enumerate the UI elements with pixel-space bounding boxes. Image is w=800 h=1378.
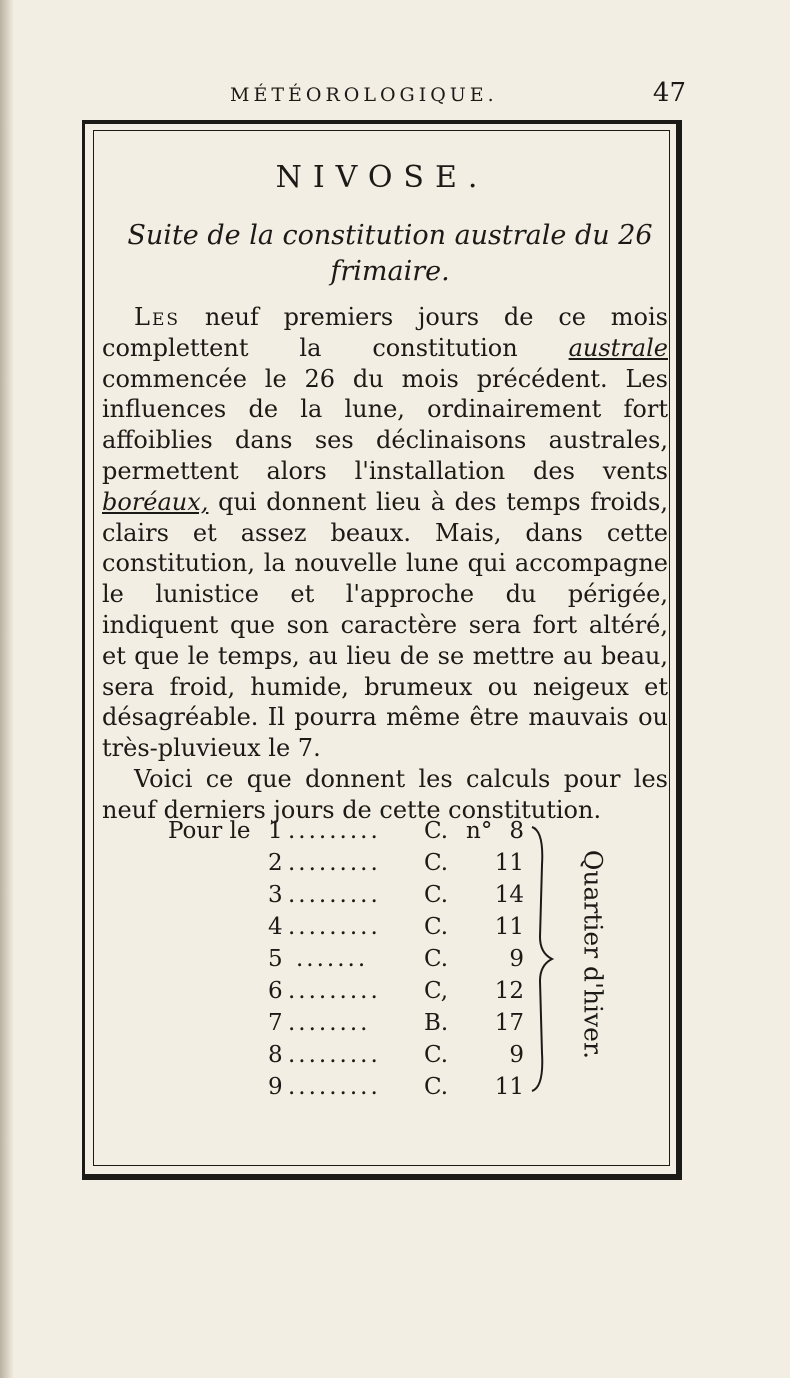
calc-number: 11: [494, 1074, 524, 1100]
calc-number-prefix: n°: [466, 818, 493, 844]
calc-day: 6: [268, 978, 283, 1004]
calc-number: 11: [494, 850, 524, 876]
calc-dots: .........: [288, 1074, 381, 1100]
calc-letter: B.: [424, 1010, 449, 1036]
calc-number: 9: [509, 946, 524, 972]
calc-dots: ........: [288, 1010, 371, 1036]
right-brace: [528, 825, 558, 1093]
page-header: [80, 78, 690, 118]
calc-number: 14: [494, 882, 524, 908]
calc-dots: .........: [288, 978, 381, 1004]
calc-number: 17: [494, 1010, 524, 1036]
calc-row: [0, 1010, 560, 1040]
calc-number: 8: [509, 818, 524, 844]
calc-day: 3: [268, 882, 283, 908]
calc-row: [0, 914, 560, 944]
calc-letter: C.: [424, 946, 449, 972]
calc-letter: C.: [424, 818, 449, 844]
calc-day: 1: [268, 818, 283, 844]
calc-letter: C.: [424, 1074, 449, 1100]
paragraph-1: [102, 302, 668, 764]
calculations-table: [0, 818, 800, 1108]
paragraph-1-part-3: qui donnent lieu à des temps froids, clairs et assez beaux. Mais, dans cette constitution, la nouvelle lune qui accompagne le lunistice et l'approche du périgée, indiquent que son caractère sera fort altéré, et que le temps, au lieu de se mettre au beau, sera froid, humide, brumeux ou neigeux et désagréable. Il pourra même être mauvais ou très-pluvieux le 7.: [102, 487, 668, 763]
page-number: 47: [652, 78, 686, 108]
calc-letter: C.: [424, 1042, 449, 1068]
calc-number: 11: [494, 914, 524, 940]
calc-dots: .......: [296, 946, 369, 972]
paragraph-1-part-2: commencée le 26 du mois précédent. Les influences de la lune, ordinairement fort affoiblies dans ses déclinaisons australes, permettent alors l'installation des vents: [102, 364, 668, 485]
calc-number: 9: [509, 1042, 524, 1068]
calc-label: Pour le: [168, 818, 251, 844]
calc-row: [0, 946, 560, 976]
paragraph-1-italic-australe: australe: [568, 333, 668, 362]
winter-quarter-label: [578, 830, 608, 1080]
calc-letter: C,: [424, 978, 449, 1004]
calc-dots: .........: [288, 818, 381, 844]
calc-letter: C.: [424, 850, 449, 876]
calc-row: [0, 1074, 560, 1104]
calc-day: 8: [268, 1042, 283, 1068]
calc-day: 4: [268, 914, 283, 940]
calc-dots: .........: [288, 850, 381, 876]
body-text: [102, 302, 668, 826]
calc-row: [0, 978, 560, 1008]
calc-dots: .........: [288, 882, 381, 908]
calc-row: [0, 882, 560, 912]
calc-row: [0, 818, 560, 848]
calc-number: 12: [494, 978, 524, 1004]
winter-quarter-text: Quartier d'hiver.: [578, 849, 608, 1060]
paragraph-1-smallcaps: Les: [134, 303, 180, 331]
month-title: NIVOSE.: [275, 160, 489, 195]
section-subtitle: Suite de la constitution australe du 26 frimaire.: [127, 220, 653, 287]
calc-day: 7: [268, 1010, 283, 1036]
calc-dots: .........: [288, 914, 381, 940]
calc-letter: C.: [424, 882, 449, 908]
calc-dots: .........: [288, 1042, 381, 1068]
paragraph-1-part-1: neuf premiers jours de ce mois complettent la constitution: [102, 303, 669, 362]
book-spine: [0, 0, 14, 1378]
paragraph-2: Voici ce que donnent les calculs pour les neuf derniers jours de cette constitution.: [102, 764, 668, 824]
calc-day: 9: [268, 1074, 283, 1100]
calc-row: [0, 850, 560, 880]
calc-row: [0, 1042, 560, 1072]
running-head: MÉTÉOROLOGIQUE.: [230, 84, 498, 106]
calc-letter: C.: [424, 914, 449, 940]
paragraph-1-italic-boreaux: boréaux,: [102, 487, 209, 516]
calc-day: 2: [268, 850, 283, 876]
calc-day: 5: [268, 946, 283, 972]
